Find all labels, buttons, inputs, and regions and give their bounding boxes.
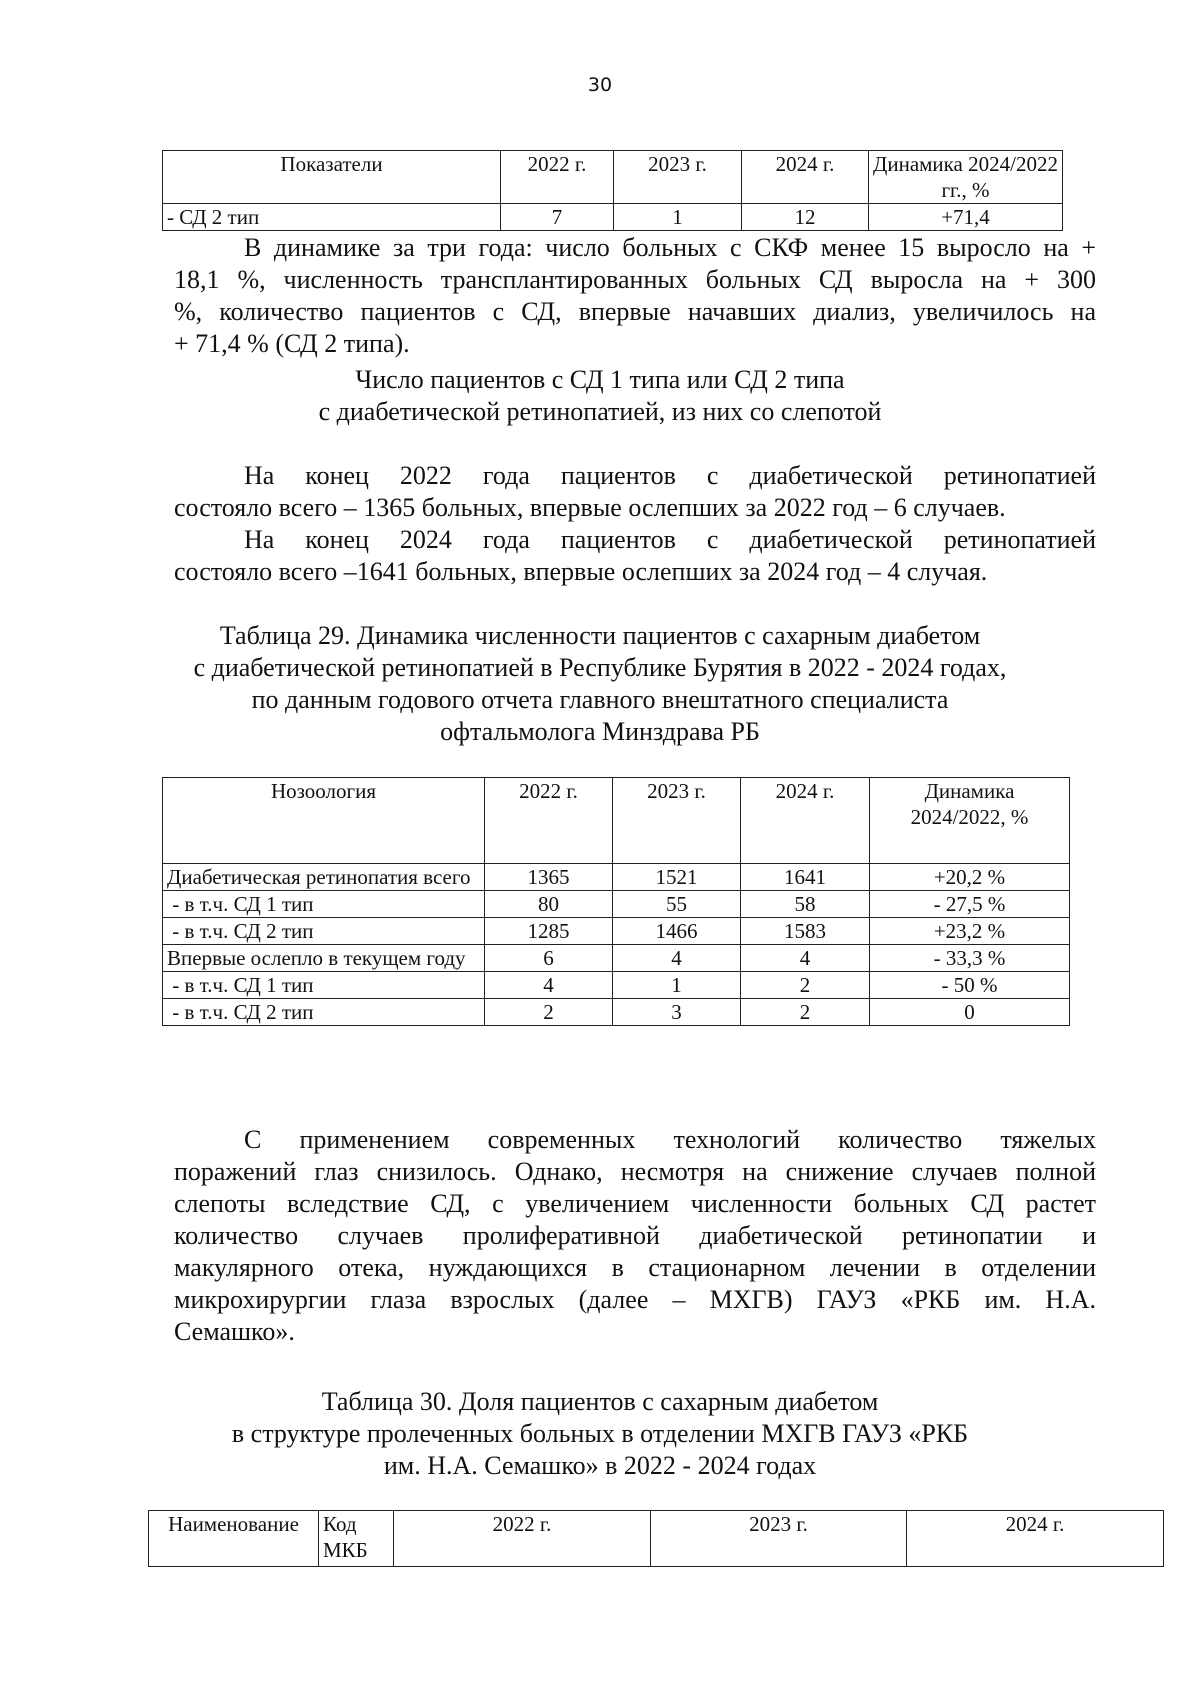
text-line: состояло всего –1641 больных, впервые ослепших за 2024 год – 4 случая. [174, 557, 988, 586]
paragraph-2022 [174, 460, 1096, 524]
paragraph-dynamics [174, 232, 1096, 360]
paragraph-2024 [174, 524, 1096, 588]
table-row [163, 945, 1070, 972]
caption-line: в структуре пролеченных больных в отделении МХГВ ГАУЗ «РКБ [231, 1419, 969, 1448]
caption-line: Таблица 30. Доля пациентов с сахарным диабетом [321, 1387, 879, 1416]
table-top [162, 150, 1063, 231]
header-cell: 2024 г. [741, 778, 870, 864]
table-cell: - в т.ч. СД 2 тип [163, 918, 485, 945]
text-line: Семашко». [174, 1317, 295, 1346]
table-cell: - 27,5 % [870, 891, 1070, 918]
caption-line: Таблица 29. Динамика численности пациентов с сахарным диабетом [219, 621, 981, 650]
header-cell: Динамика 2024/2022, % [870, 778, 1070, 864]
header-cell: Нозоология [163, 778, 485, 864]
text-line: слепоты вследствие СД, с увеличением численности больных СД растет [174, 1189, 1096, 1218]
table-cell: 1365 [485, 864, 613, 891]
table-cell: 4 [613, 945, 741, 972]
header-cell: 2024 г. [742, 151, 869, 204]
table-cell: 2 [741, 999, 870, 1026]
table-cell: 1 [613, 972, 741, 999]
table-cell: 1521 [613, 864, 741, 891]
table-header-row [163, 778, 1070, 864]
table-cell: 12 [742, 204, 869, 231]
text-line: %, количество пациентов с СД, впервые начавших диализ, увеличилось на [174, 297, 1096, 326]
table-row [163, 891, 1070, 918]
table-cell: - СД 2 тип [163, 204, 501, 231]
table-cell: - в т.ч. СД 1 тип [163, 972, 485, 999]
table-row [163, 999, 1070, 1026]
table-header-row [163, 151, 1063, 204]
table-cell: 55 [613, 891, 741, 918]
table-cell: 4 [485, 972, 613, 999]
heading-line: Число пациентов с СД 1 типа или СД 2 типа [355, 365, 845, 394]
table-cell: +23,2 % [870, 918, 1070, 945]
text-line: На конец 2024 года пациентов с диабетической ретинопатией [244, 525, 1096, 554]
table-cell: +20,2 % [870, 864, 1070, 891]
table-cell: 7 [501, 204, 614, 231]
text-line: количество случаев пролиферативной диабетической ретинопатии и [174, 1221, 1096, 1250]
table-cell: 4 [741, 945, 870, 972]
table-cell: +71,4 [869, 204, 1063, 231]
table-cell: 1466 [613, 918, 741, 945]
table-row [163, 918, 1070, 945]
table-cell: 80 [485, 891, 613, 918]
table-cell: 2 [485, 999, 613, 1026]
text-line: поражений глаз снизилось. Однако, несмотря на снижение случаев полной [174, 1157, 1096, 1186]
caption-line: по данным годового отчета главного внештатного специалиста [251, 685, 949, 714]
header-cell: Наименование [149, 1511, 319, 1567]
header-cell: Показатели [163, 151, 501, 204]
table-cell: - 33,3 % [870, 945, 1070, 972]
table-cell: 1 [614, 204, 742, 231]
table-cell: 58 [741, 891, 870, 918]
table-cell: 6 [485, 945, 613, 972]
text-line: микрохирургии глаза взрослых (далее – МХГВ) ГАУЗ «РКБ им. Н.А. [174, 1285, 1096, 1314]
header-cell: 2022 г. [501, 151, 614, 204]
table-row [163, 864, 1070, 891]
table-header-row [149, 1511, 1164, 1567]
header-cell: 2023 г. [614, 151, 742, 204]
header-cell: Код МКБ [319, 1511, 394, 1567]
table29-caption [150, 620, 1050, 748]
header-cell: 2023 г. [651, 1511, 907, 1567]
table-cell: 1583 [741, 918, 870, 945]
table-cell: 3 [613, 999, 741, 1026]
table-cell: - в т.ч. СД 2 тип [163, 999, 485, 1026]
table-cell: 2 [741, 972, 870, 999]
table-cell: - 50 % [870, 972, 1070, 999]
text-line: макулярного отека, нуждающихся в стационарном лечении в отделении [174, 1253, 1096, 1282]
table-row [163, 972, 1070, 999]
header-cell: 2023 г. [613, 778, 741, 864]
header-cell: 2022 г. [485, 778, 613, 864]
text-line: С применением современных технологий количество тяжелых [244, 1125, 1096, 1154]
text-line: 18,1 %, численность трансплантированных больных СД выросла на + 300 [174, 265, 1096, 294]
caption-line: офтальмолога Минздрава РБ [440, 717, 760, 746]
table30-caption [150, 1386, 1050, 1482]
table-cell: 1641 [741, 864, 870, 891]
table-row [163, 204, 1063, 231]
section-heading [160, 364, 1040, 428]
table30 [148, 1510, 1164, 1567]
caption-line: с диабетической ретинопатией в Республике Бурятия в 2022 - 2024 годах, [193, 653, 1007, 682]
caption-line: им. Н.А. Семашко» в 2022 - 2024 годах [383, 1451, 817, 1480]
header-cell: Динамика 2024/2022 гг., % [869, 151, 1063, 204]
table-cell: 1285 [485, 918, 613, 945]
text-line: состояло всего – 1365 больных, впервые ослепших за 2022 год – 6 случаев. [174, 493, 1006, 522]
header-cell: 2024 г. [907, 1511, 1164, 1567]
paragraph-technologies [174, 1124, 1096, 1348]
text-line: В динамике за три года: число больных с СКФ менее 15 выросло на + [244, 233, 1096, 262]
table-cell: Впервые ослепло в текущем году [163, 945, 485, 972]
page-number: 30 [587, 74, 613, 96]
table-cell: 0 [870, 999, 1070, 1026]
text-line: + 71,4 % (СД 2 типа). [174, 329, 410, 358]
text-line: На конец 2022 года пациентов с диабетической ретинопатией [244, 461, 1096, 490]
table29 [162, 777, 1070, 1026]
heading-line: с диабетической ретинопатией, из них со слепотой [318, 397, 882, 426]
header-cell: 2022 г. [394, 1511, 651, 1567]
table-cell: Диабетическая ретинопатия всего [163, 864, 485, 891]
table-cell: - в т.ч. СД 1 тип [163, 891, 485, 918]
